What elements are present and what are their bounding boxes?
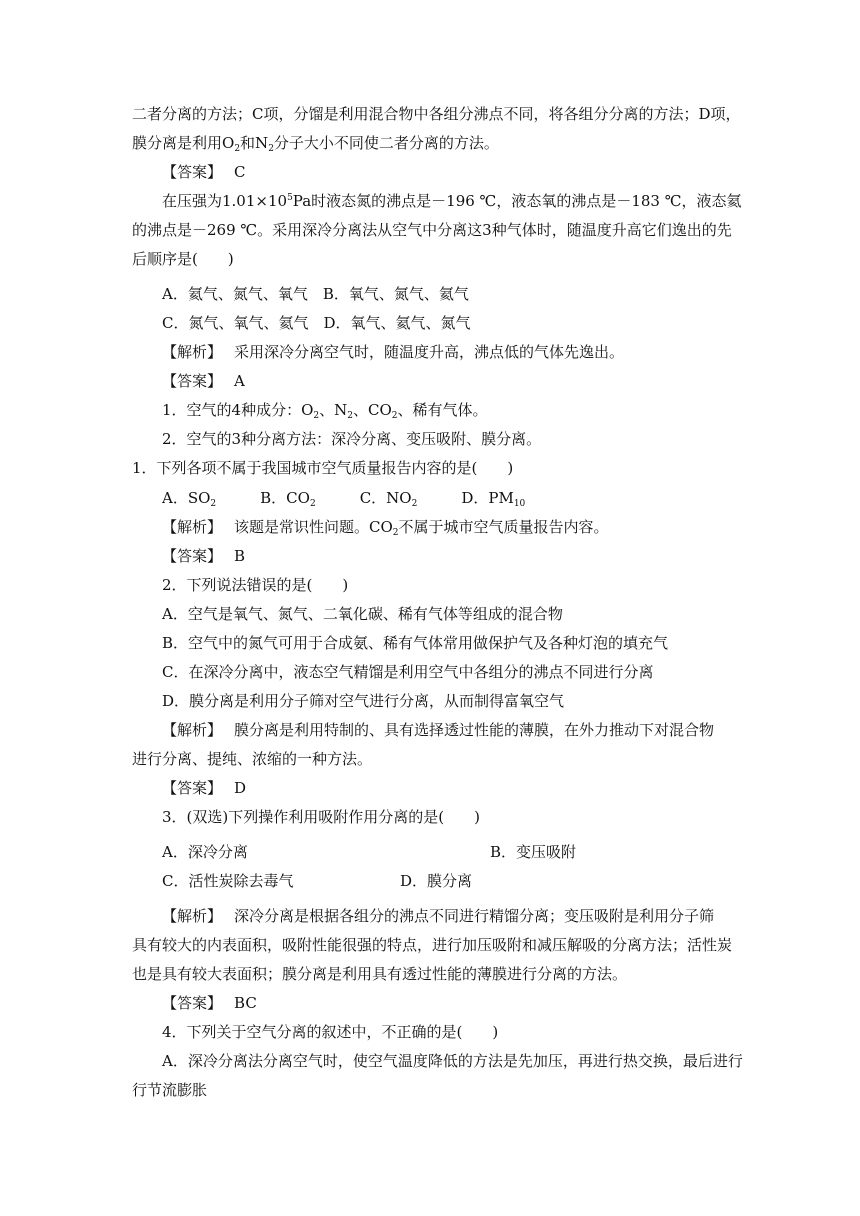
summary-line: 2．空气的3种分离方法：深冷分离、变压吸附、膜分离。	[162, 430, 542, 448]
explanation-line: 【解析】 采用深冷分离空气时，随温度升高，沸点低的气体先逸出。	[162, 343, 625, 361]
answer-line: 【答案】 D	[162, 779, 247, 797]
answer-line: 【答案】 BC	[162, 994, 257, 1012]
explanation-line: 【解析】 该题是常识性问题。$CO_2$不属于城市空气质量报告内容。	[162, 518, 609, 538]
text-line: 二者分离的方法；C项，分馏是利用混合物中各组分沸点不同，将各组分分离的方法；D项，	[132, 105, 741, 123]
answer-line: 【答案】 C	[162, 163, 246, 181]
explanation-line: 【解析】 膜分离是利用特制的、具有选择透过性能的薄膜，在外力推动下对混合物	[162, 721, 715, 739]
question-stem: 1．下列各项不属于我国城市空气质量报告内容的是( )	[132, 459, 514, 477]
answer-line: 【答案】 B	[162, 547, 246, 565]
option-line: D．膜分离是利用分子筛对空气进行分离，从而制得富氧空气	[162, 692, 565, 710]
explanation-line: 进行分离、提纯、浓缩的一种方法。	[132, 750, 373, 768]
option-line: A．$SO_2$ B．$CO_2$ C．$NO_2$ D．$PM_{10}$	[162, 489, 526, 509]
question-stem: 2．下列说法错误的是( )	[162, 576, 349, 594]
answer-line: 【答案】 A	[162, 372, 245, 390]
option-line: C．在深冷分离中，液态空气精馏是利用空气中各组分的沸点不同进行分离	[162, 663, 654, 681]
option-line: A．深冷分离法分离空气时，使空气温度降低的方法是先加压，再进行热交换，最后进行	[162, 1052, 743, 1070]
question-stem: 4．下列关于空气分离的叙述中，不正确的是( )	[162, 1023, 499, 1041]
option-line: C．氮气、氧气、氦气 D．氧气、氦气、氮气	[162, 314, 471, 332]
option-line: A．空气是氧气、氮气、二氧化碳、稀有气体等组成的混合物	[162, 605, 563, 623]
explanation-line: 具有较大的内表面积，吸附性能很强的特点，进行加压吸附和减压解吸的分离方法；活性炭	[132, 936, 733, 954]
summary-line: 1．空气的4种成分：$O_2$、$N_2$、$CO_2$、稀有气体。	[162, 401, 488, 421]
option-line: C．活性炭除去毒气	[162, 872, 294, 890]
option-line: A．深冷分离	[162, 843, 248, 861]
text-line: 膜分离是利用$O_2$和$N_2$分子大小不同使二者分离的方法。	[132, 134, 499, 154]
option-line: 行节流膨胀	[132, 1081, 208, 1099]
option-line: A．氦气、氮气、氧气 B．氧气、氮气、氦气	[162, 285, 469, 303]
explanation-line: 【解析】 深冷分离是根据各组分的沸点不同进行精馏分离；变压吸附是利用分子筛	[162, 907, 715, 925]
option-line: B．变压吸附	[490, 843, 577, 861]
option-line: D．膜分离	[400, 872, 473, 890]
question-stem: 3．(双选)下列操作利用吸附作用分离的是( )	[162, 808, 480, 826]
question-stem: 后顺序是( )	[132, 250, 234, 268]
explanation-line: 也是具有较大表面积；膜分离是利用具有透过性能的薄膜进行分离的方法。	[132, 965, 628, 983]
option-line: B．空气中的氮气可用于合成氨、稀有气体常用做保护气及各种灯泡的填充气	[162, 634, 669, 652]
question-stem: 的沸点是－269 ℃。采用深冷分离法从空气中分离这3种气体时，随温度升高它们逸出的先	[132, 221, 732, 239]
question-stem: 在压强为$1.01\times 10^5Pa$时液态氮的沸点是－196 ℃，液态氧的沸点是－183 ℃，液态氦	[162, 192, 742, 210]
